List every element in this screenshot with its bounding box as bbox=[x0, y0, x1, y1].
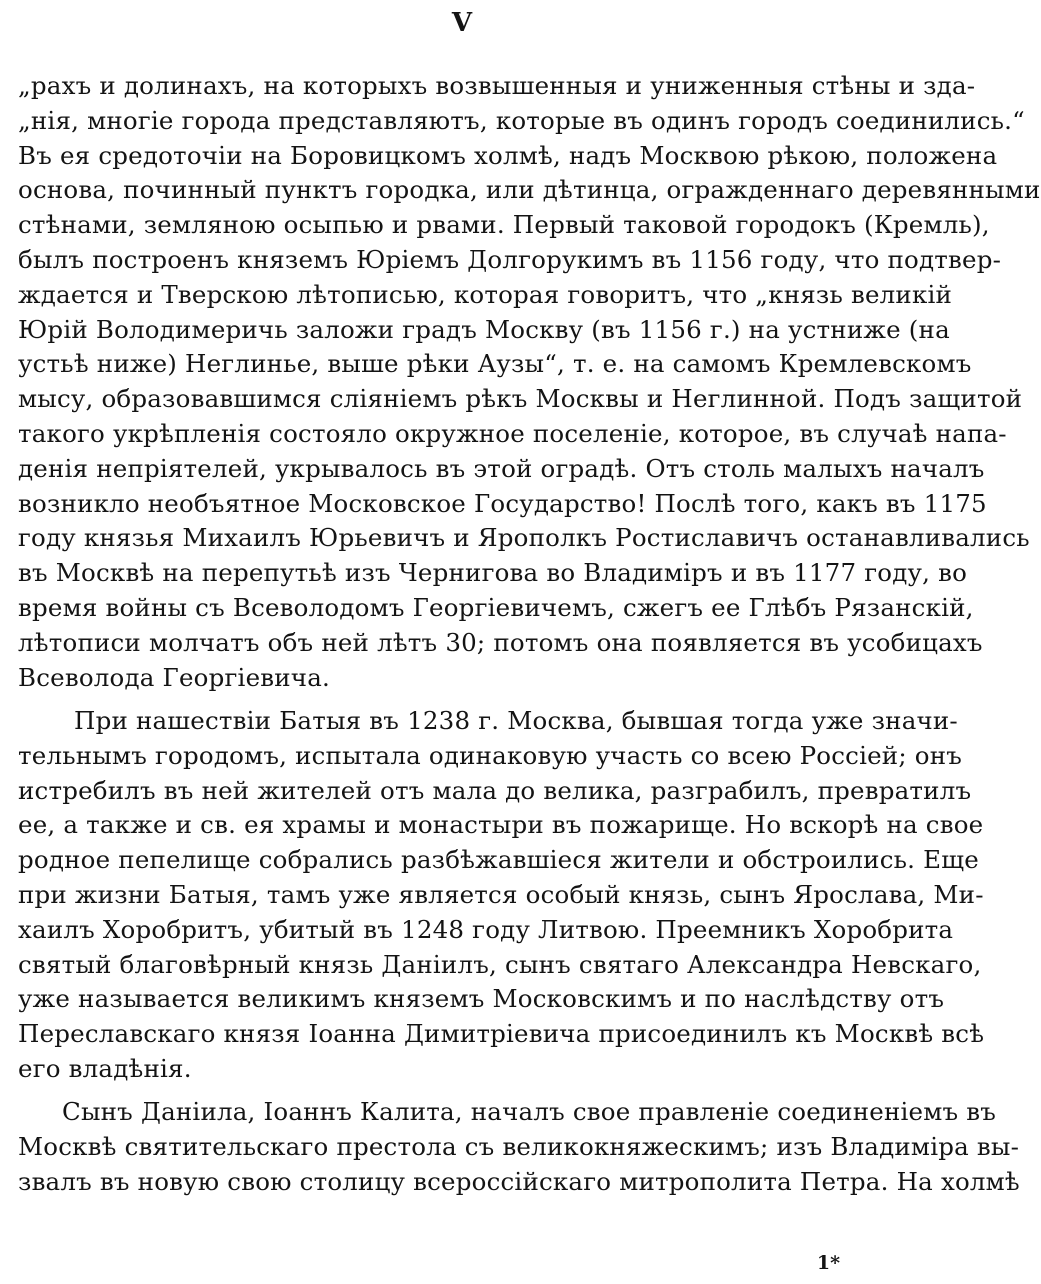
text-line: такого укрѣпленія состояло окружное поселеніе, которое, въ случаѣ напа- bbox=[18, 419, 1007, 448]
text-line: Переславскаго князя Іоанна Димитріевича присоединилъ къ Москвѣ всѣ bbox=[18, 1019, 985, 1049]
text-line: ее, а также и св. ея храмы и монастыри въ пожарище. Но вскорѣ на свое bbox=[18, 810, 984, 840]
text-line: хаилъ Хоробритъ, убитый въ 1248 году Литвою. Преемникъ Хоробрита bbox=[18, 914, 954, 944]
text-line: тельнымъ городомъ, испытала одинаковую участь со всею Россіей; онъ bbox=[18, 740, 963, 770]
text-line: „рахъ и долинахъ, на которыхъ возвышенныя и униженныя стѣны и зда- bbox=[18, 71, 976, 100]
text-line: былъ построенъ княземъ Юріемъ Долгорукимъ въ 1156 году, что подтвер- bbox=[18, 245, 1002, 274]
text-line: Въ ея средоточіи на Боровицкомъ холмѣ, надъ Москвою рѣкою, положена bbox=[18, 140, 998, 170]
text-line: денія непріятелей, укрывалось въ этой оградѣ. Отъ столь малыхъ началъ bbox=[18, 453, 985, 483]
text-line: звалъ въ новую свою столицу всероссійскаго митрополита Петра. На холмѣ bbox=[18, 1166, 1020, 1196]
text-line: устьѣ ниже) Неглинье, выше рѣки Аузы“, т. е. на самомъ Кремлевскомъ bbox=[18, 349, 972, 379]
text-line-paragraph-start: При нашествіи Батыя въ 1238 г. Москва, бывшая тогда уже значи- bbox=[74, 706, 958, 735]
text-line: истребилъ въ ней жителей отъ мала до велика, разграбилъ, превратилъ bbox=[18, 775, 972, 805]
text-line-paragraph-start: Сынъ Даніила, Іоаннъ Калита, началъ свое правленіе соединеніемъ въ bbox=[62, 1097, 997, 1126]
page-number: V bbox=[451, 8, 473, 38]
text-line: возникло необъятное Московское Государство! Послѣ того, какъ въ 1175 bbox=[18, 488, 987, 518]
text-line: въ Москвѣ на перепутьѣ изъ Чернигова во Владиміръ и въ 1177 году, во bbox=[18, 558, 968, 588]
text-line-paragraph-end: его владѣнія. bbox=[18, 1054, 192, 1083]
text-line: стѣнами, земляною осыпью и рвами. Первый таковой городокъ (Кремль), bbox=[18, 210, 990, 240]
text-line: „нія, многіе города представляютъ, которые въ одинъ городъ соединились.“ bbox=[18, 105, 1025, 135]
text-line: родное пепелище собрались разбѣжавшіеся жители и обстроились. Еще bbox=[18, 845, 979, 875]
text-line: святый благовѣрный князь Даніилъ, сынъ святаго Александра Невскаго, bbox=[18, 949, 982, 979]
signature-mark: 1* bbox=[816, 1252, 840, 1274]
text-line: Москвѣ святительскаго престола съ великокняжескимъ; изъ Владиміра вы- bbox=[18, 1131, 1020, 1161]
text-line: Юрій Володимеричь заложи градъ Москву (въ 1156 г.) на устниже (на bbox=[18, 314, 950, 344]
text-line: основа, починный пунктъ городка, или дѣтинца, огражденнаго деревянными bbox=[18, 175, 1041, 205]
text-line: уже называется великимъ княземъ Московскимъ и по наслѣдству отъ bbox=[18, 984, 945, 1014]
text-line: время войны съ Всеволодомъ Георгіевичемъ, сжегъ ее Глѣбъ Рязанскій, bbox=[18, 593, 974, 622]
text-line-paragraph-end: Всеволода Георгіевича. bbox=[18, 662, 331, 692]
text-line: мысу, образовавшимся сліяніемъ рѣкъ Москвы и Неглинной. Подъ защитой bbox=[18, 384, 1023, 414]
text-line: лѣтописи молчатъ объ ней лѣтъ 30; потомъ она появляется въ усобицахъ bbox=[18, 627, 983, 657]
text-line: году князья Михаилъ Юрьевичъ и Ярополкъ Ростиславичъ останавливались bbox=[18, 523, 1030, 553]
text-line: ждается и Тверскою лѣтописью, которая говоритъ, что „князь великій bbox=[18, 279, 953, 309]
text-line: при жизни Батыя, тамъ уже является особый князь, сынъ Ярослава, Ми- bbox=[18, 880, 984, 909]
